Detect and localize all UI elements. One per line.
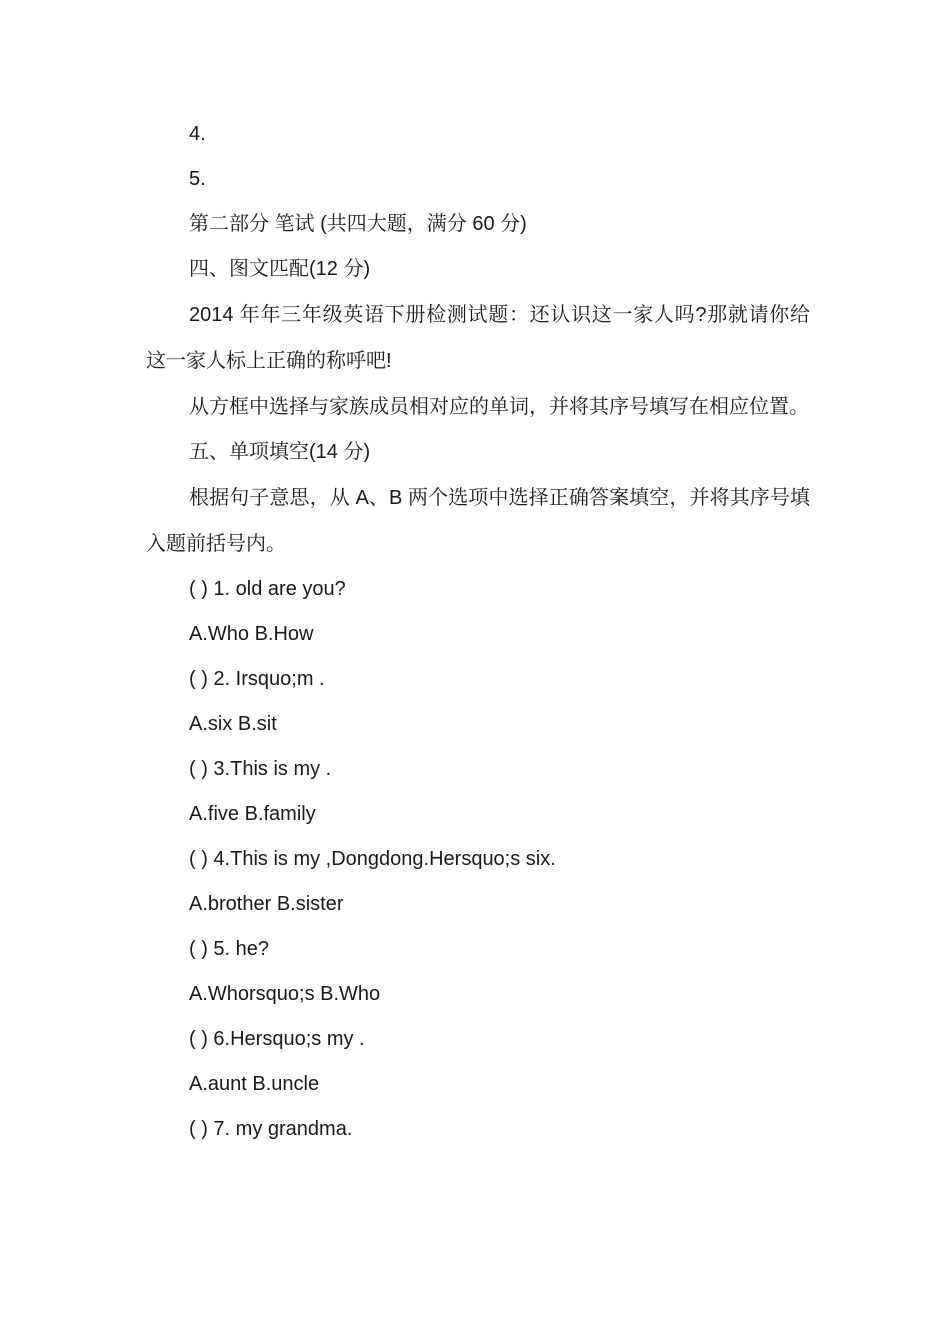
section-five-instruction: 根据句子意思，从 A、B 两个选项中选择正确答案填空，并将其序号填入题前括号内。 — [146, 487, 810, 555]
question-5: ( ) 5. he? — [189, 938, 270, 960]
section-four-instruction: 从方框中选择与家族成员相对应的单词，并将其序号填写在相应位置。 — [189, 396, 809, 418]
item-4-number: 4. — [189, 123, 206, 145]
section-four-intro: 2014 年年三年级英语下册检测试题：还认识这一家人吗?那就请你给这一家人标上正确的称呼吧! — [146, 304, 810, 372]
item-5-number: 5. — [189, 168, 206, 190]
question-3: ( ) 3.This is my . — [189, 758, 332, 780]
question-1-options: A.Who B.How — [189, 623, 314, 645]
document-body — [146, 112, 810, 1152]
question-7: ( ) 7. my grandma. — [189, 1118, 353, 1140]
question-2-options: A.six B.sit — [189, 713, 277, 735]
section-four-heading: 四、图文匹配(12 分) — [189, 258, 371, 280]
question-4: ( ) 4.This is my ,Dongdong.Hersquo;s six. — [189, 848, 556, 870]
part-two-heading: 第二部分 笔试 (共四大题，满分 60 分) — [189, 213, 527, 235]
section-five-heading: 五、单项填空(14 分) — [189, 441, 371, 463]
question-2: ( ) 2. Irsquo;m . — [189, 668, 325, 690]
question-6-options: A.aunt B.uncle — [189, 1073, 320, 1095]
question-1: ( ) 1. old are you? — [189, 578, 346, 600]
question-4-options: A.brother B.sister — [189, 893, 344, 915]
question-5-options: A.Whorsquo;s B.Who — [189, 983, 381, 1005]
question-6: ( ) 6.Hersquo;s my . — [189, 1028, 365, 1050]
question-3-options: A.five B.family — [189, 803, 316, 825]
